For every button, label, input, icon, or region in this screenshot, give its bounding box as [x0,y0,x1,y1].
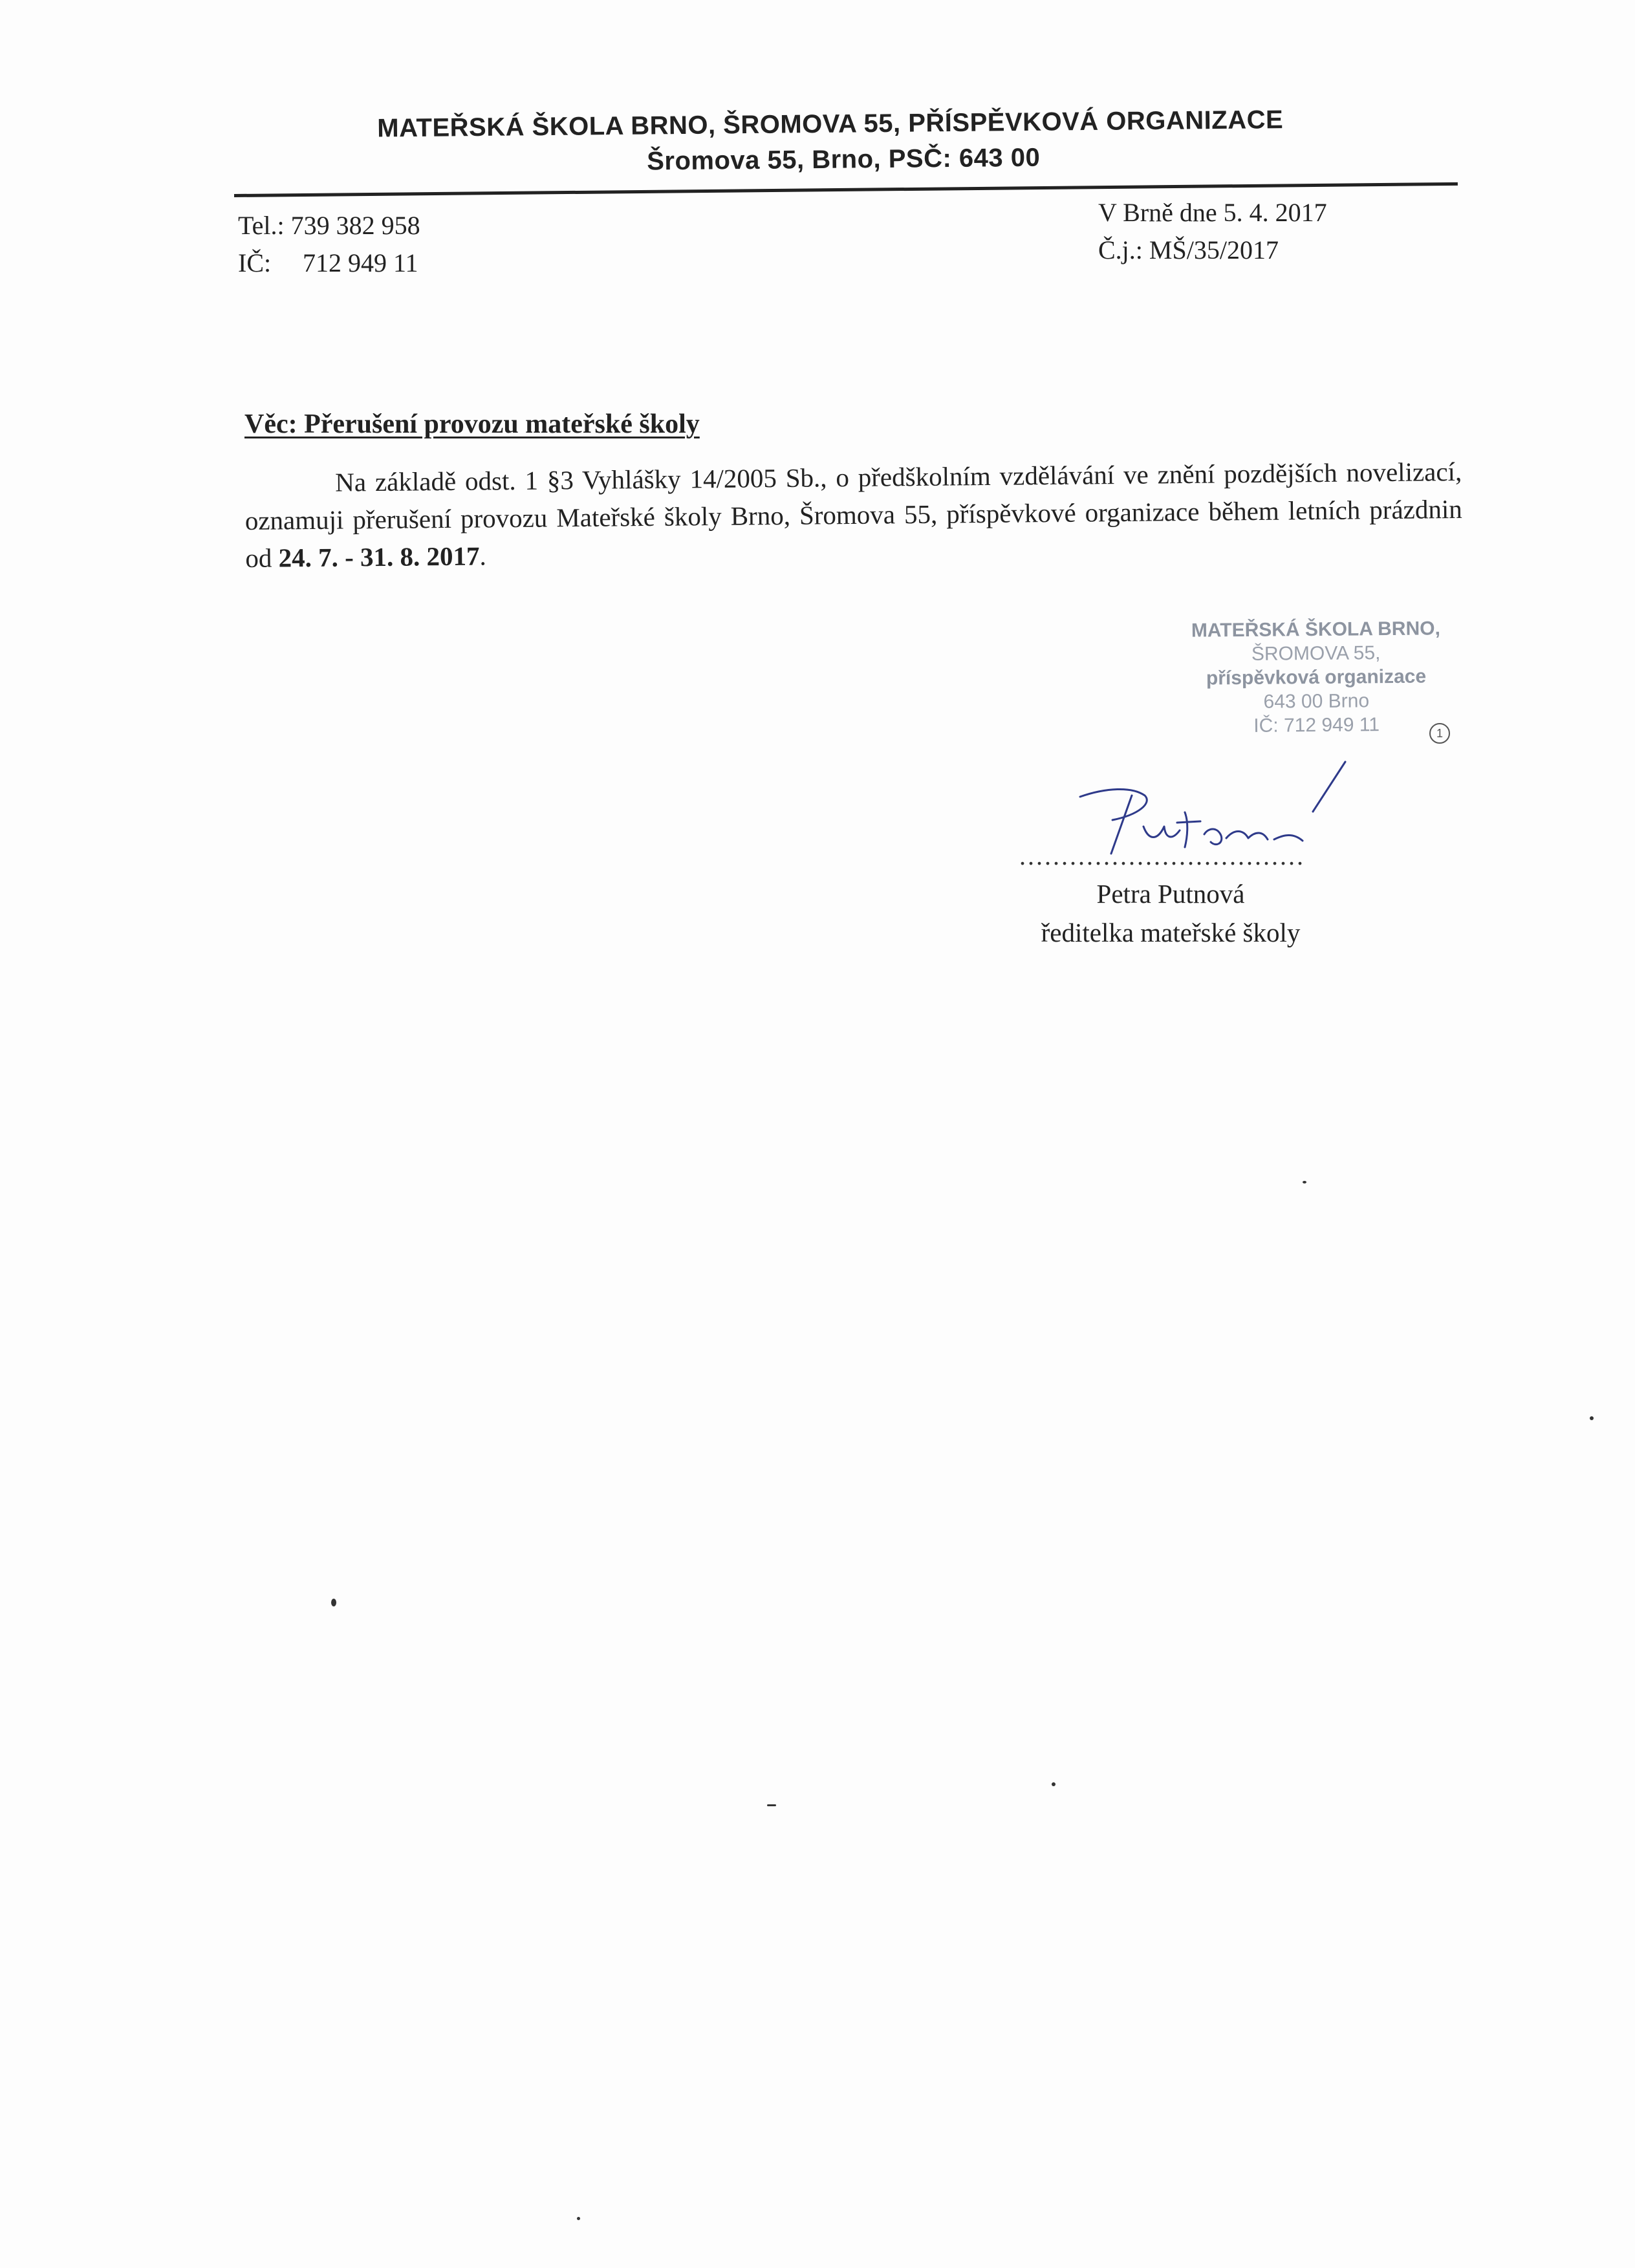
subject-line: Věc: Přerušení provozu mateřské školy [244,409,700,439]
signatory-block [1022,874,1319,952]
reference-block [1098,194,1327,269]
body-paragraph [244,453,1463,577]
body-text-start: Na základě odst. 1 §3 Vyhlášky 14/2005 Sb., o předškolním vzdělávání ve znění pozdějších novelizací, oznamuji přerušení provozu Mateřské školy Brno, Šromova 55, příspěvkové organizace během letních prázdnin od [244,456,1462,573]
scan-speck [577,2217,580,2220]
phone-number: 739 382 958 [290,211,420,240]
stamp-line-3: příspěvková organizace [1206,665,1427,689]
phone-line [238,207,420,244]
official-stamp [1157,616,1475,739]
organization-address: Šromova 55, Brno, PSČ: 643 00 [647,143,1041,176]
stamp-mark: 1 [1429,723,1450,744]
stamp-line-1: MATEŘSKÁ ŠKOLA BRNO, [1191,618,1440,642]
scan-speck [331,1599,336,1606]
contact-block [238,207,420,282]
stamp-line-5: IČ: 712 949 11 [1253,714,1380,737]
scan-speck [1590,1416,1594,1420]
scan-speck [767,1804,776,1806]
ico-line [238,244,420,282]
letterhead [0,102,1635,182]
stamp-line-2: ŠROMOVA 55, [1251,642,1381,665]
closure-period: 24. 7. - 31. 8. 2017 [278,541,480,573]
scan-speck [1052,1782,1056,1786]
signature-line: .................................. [1019,841,1305,870]
ico-number: 712 949 11 [303,248,418,277]
reference-number: Č.j.: MŠ/35/2017 [1098,235,1279,265]
organization-name: MATEŘSKÁ ŠKOLA BRNO, ŠROMOVA 55, PŘÍSPĚVKOVÁ ORGANIZACE [377,105,1284,143]
ico-label: IČ: [238,248,272,277]
signatory-title: ředitelka mateřské školy [1041,918,1301,947]
date-line: V Brně dne 5. 4. 2017 [1098,198,1327,227]
signatory-name: Petra Putnová [1096,879,1245,909]
body-text-end: . [479,541,487,571]
scan-speck [1303,1181,1306,1183]
phone-label: Tel.: [238,211,285,240]
stamp-line-4: 643 00 Brno [1263,690,1370,713]
